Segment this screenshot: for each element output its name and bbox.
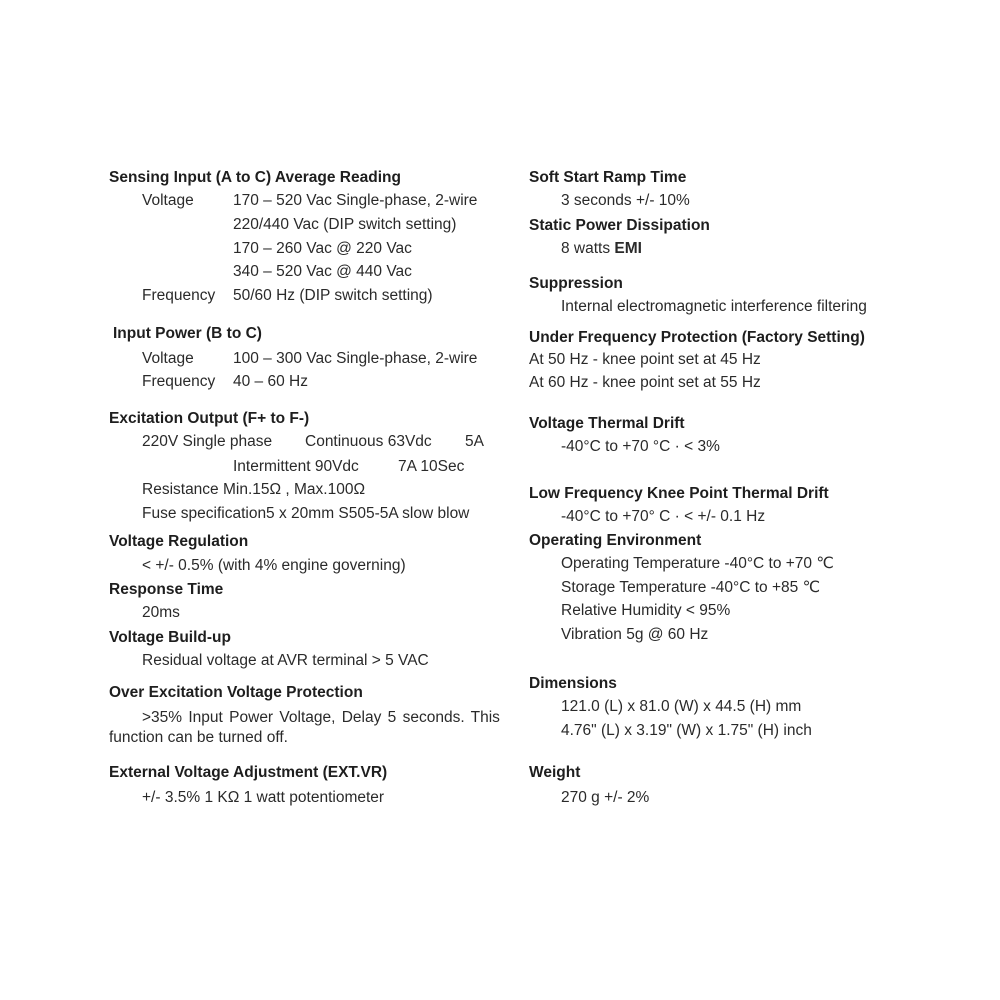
vibration: Vibration 5g @ 60 Hz xyxy=(561,626,709,643)
input-power-frequency-label: Frequency xyxy=(142,373,216,390)
soft-start-value: 3 seconds +/- 10% xyxy=(561,192,690,209)
dimensions-heading: Dimensions xyxy=(529,675,617,692)
sensing-voltage-line: 170 – 520 Vac Single-phase, 2-wire xyxy=(233,192,478,209)
thermal-drift-heading: Voltage Thermal Drift xyxy=(529,415,685,432)
under-frequency-line: At 60 Hz - knee point set at 55 Hz xyxy=(529,374,761,391)
excitation-intermittent: Intermittent 90Vdc xyxy=(233,458,359,475)
emi-label: EMI xyxy=(614,240,642,257)
response-time-value: 20ms xyxy=(142,604,180,621)
operating-temperature: Operating Temperature -40°C to +70 ℃ xyxy=(561,555,834,572)
over-excitation-line: function can be turned off. xyxy=(109,729,288,746)
external-adjustment-heading: External Voltage Adjustment (EXT.VR) xyxy=(109,764,388,781)
operating-environment-heading: Operating Environment xyxy=(529,532,702,549)
sensing-voltage-line: 170 – 260 Vac @ 220 Vac xyxy=(233,240,412,257)
sensing-frequency-label: Frequency xyxy=(142,287,216,304)
voltage-buildup-heading: Voltage Build-up xyxy=(109,629,231,646)
excitation-resistance: Resistance Min.15Ω , Max.100Ω xyxy=(142,481,366,498)
knee-drift-heading: Low Frequency Knee Point Thermal Drift xyxy=(529,485,829,502)
storage-temperature: Storage Temperature -40°C to +85 ℃ xyxy=(561,579,820,596)
dimensions-metric: 121.0 (L) x 81.0 (W) x 44.5 (H) mm xyxy=(561,698,802,715)
weight-value: 270 g +/- 2% xyxy=(561,789,650,806)
excitation-single-phase: 220V Single phase xyxy=(142,433,273,450)
excitation-output-heading: Excitation Output (F+ to F-) xyxy=(109,410,310,427)
input-power-frequency-value: 40 – 60 Hz xyxy=(233,373,308,390)
thermal-drift-value: -40°C to +70 °C · < 3% xyxy=(561,438,720,455)
soft-start-heading: Soft Start Ramp Time xyxy=(529,169,687,186)
under-frequency-heading: Under Frequency Protection (Factory Setting) xyxy=(529,329,865,346)
over-excitation-line: >35% Input Power Voltage, Delay 5 seconds. This xyxy=(142,709,500,726)
excitation-fuse: Fuse specification5 x 20mm S505-5A slow blow xyxy=(142,505,470,522)
voltage-regulation-value: < +/- 0.5% (with 4% engine governing) xyxy=(142,557,406,574)
excitation-continuous: Continuous 63Vdc xyxy=(305,433,432,450)
static-power-heading: Static Power Dissipation xyxy=(529,217,710,234)
weight-heading: Weight xyxy=(529,764,581,781)
response-time-heading: Response Time xyxy=(109,581,224,598)
input-power-heading: Input Power (B to C) xyxy=(113,325,262,342)
sensing-input-heading: Sensing Input (A to C) Average Reading xyxy=(109,169,401,186)
suppression-value: Internal electromagnetic interference filtering xyxy=(561,298,867,315)
external-adjustment-value: +/- 3.5% 1 KΩ 1 watt potentiometer xyxy=(142,789,385,806)
excitation-continuous-current: 5A xyxy=(465,433,484,450)
sensing-voltage-line: 340 – 520 Vac @ 440 Vac xyxy=(233,263,412,280)
knee-drift-value: -40°C to +70° C · < +/- 0.1 Hz xyxy=(561,508,766,525)
input-power-voltage-value: 100 – 300 Vac Single-phase, 2-wire xyxy=(233,350,478,367)
sensing-frequency-value: 50/60 Hz (DIP switch setting) xyxy=(233,287,433,304)
sensing-voltage-label: Voltage xyxy=(142,192,194,209)
relative-humidity: Relative Humidity < 95% xyxy=(561,602,731,619)
suppression-heading: Suppression xyxy=(529,275,623,292)
under-frequency-line: At 50 Hz - knee point set at 45 Hz xyxy=(529,351,761,368)
dimensions-imperial: 4.76" (L) x 3.19" (W) x 1.75" (H) inch xyxy=(561,722,812,739)
input-power-voltage-label: Voltage xyxy=(142,350,194,367)
excitation-intermittent-current: 7A 10Sec xyxy=(398,458,465,475)
static-power-value: 8 watts EMI xyxy=(561,240,642,257)
voltage-buildup-value: Residual voltage at AVR terminal > 5 VAC xyxy=(142,652,429,669)
voltage-regulation-heading: Voltage Regulation xyxy=(109,533,249,550)
over-excitation-heading: Over Excitation Voltage Protection xyxy=(109,684,363,701)
sensing-voltage-line: 220/440 Vac (DIP switch setting) xyxy=(233,216,457,233)
